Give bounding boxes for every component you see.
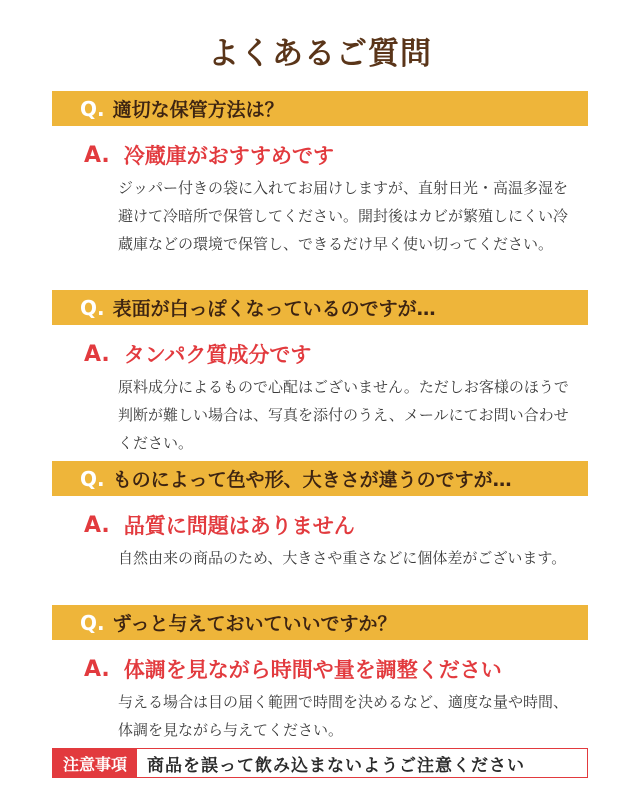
faq-item-variation (52, 461, 588, 572)
answer-marker: A. (84, 341, 110, 367)
answer-body: 自然由来の商品のため、大きさや重さなどに個体差がございます。 (118, 549, 567, 567)
answer-marker: A. (84, 656, 110, 682)
question-marker: Q. (80, 610, 105, 635)
answer-title: 冷蔵庫がおすすめです (123, 144, 335, 168)
question-text: ずっと与えておいていいですか？ (112, 613, 397, 635)
question-text: 表面が白っぽくなっているのですが… (112, 298, 436, 320)
answer-marker: A. (84, 142, 110, 168)
question-marker: Q. (80, 466, 105, 491)
answer-heading (52, 510, 588, 540)
faq-item-feeding-time (52, 605, 588, 744)
notice-label: 注意事項 (53, 749, 137, 777)
answer-marker: A. (84, 512, 110, 538)
question-marker: Q. (80, 295, 105, 320)
answer-body: 原料成分によるもので心配はございません。ただしお客様のほうで判断が難しい場合は、写真を添付のうえ、メールにてお問い合わせください。 (118, 378, 569, 452)
question-marker: Q. (80, 96, 105, 121)
answer-heading (52, 140, 588, 170)
question-bar (52, 605, 588, 640)
faq-item-storage (52, 91, 588, 258)
question-bar (52, 461, 588, 496)
question-bar (52, 91, 588, 126)
answer-title: タンパク質成分です (123, 343, 312, 367)
faq-item-white-surface (52, 290, 588, 457)
answer-title: 体調を見ながら時間や量を調整ください (123, 658, 502, 682)
answer-title: 品質に問題はありません (123, 514, 355, 538)
caution-notice (52, 748, 588, 778)
answer-body: 与える場合は目の届く範囲で時間を決めるなど、適度な量や時間、体調を見ながら与えてください。 (118, 693, 569, 739)
answer-body: ジッパー付きの袋に入れてお届けしますが、直射日光・高温多湿を避けて冷暗所で保管してください。開封後はカビが繁殖しにくい冷蔵庫などの環境で保管し、できるだけ早く使い切ってください。 (118, 179, 569, 253)
question-bar (52, 290, 588, 325)
answer-heading (52, 339, 588, 369)
notice-text: 商品を誤って飲み込まないようご注意ください (147, 755, 526, 776)
answer-heading (52, 654, 588, 684)
page-title: よくあるご質問 (208, 36, 432, 72)
question-text: ものによって色や形、大きさが違うのですが… (112, 469, 512, 491)
question-text: 適切な保管方法は？ (112, 99, 284, 121)
